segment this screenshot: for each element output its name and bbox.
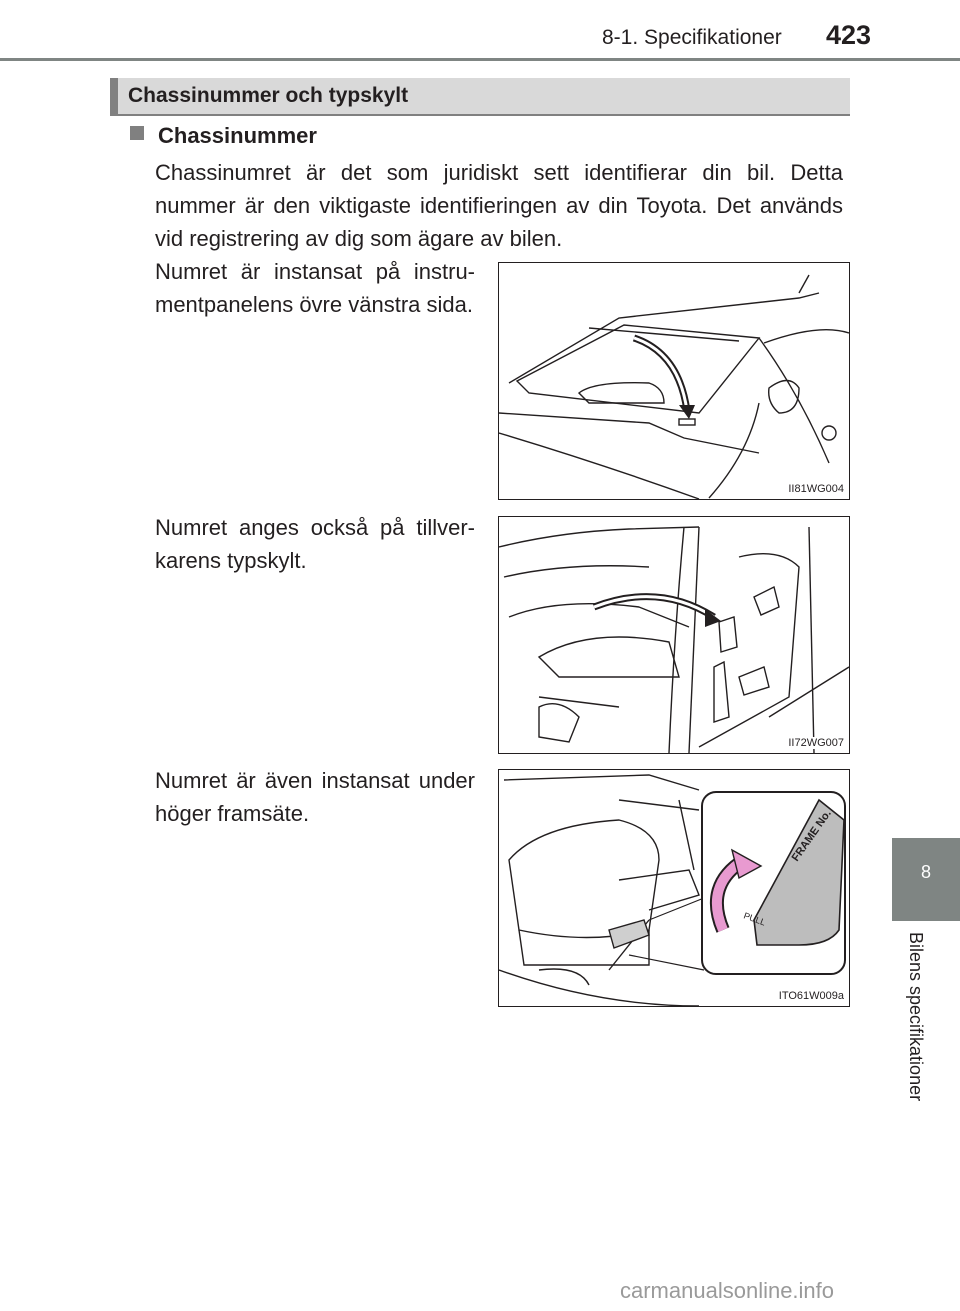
body-paragraph: Chassinumret är det som juridiskt sett identifierar din bil. Detta nummer är den viktigaste identifieringen av din Toyota. Det används vid registrering av dig som ägare av bilen. (155, 160, 843, 251)
front-seat-illustration (499, 770, 849, 1006)
chapter-tab-label: Bilens specifikationer (906, 932, 926, 1102)
figure-door-pillar (498, 516, 850, 754)
figure-dashboard (498, 262, 850, 500)
figure-code-1: II81WG004 (788, 483, 844, 495)
bullet-square-icon (130, 126, 144, 140)
chapter-tab-number: 8 (920, 862, 931, 882)
figure-code-3: ITO61W009a (778, 990, 844, 1002)
pull-label: PULL (742, 910, 767, 928)
watermark: carmanualsonline.info (620, 1278, 835, 1303)
door-pillar-illustration (499, 517, 849, 753)
frame-no-label: FRAME No. (789, 807, 834, 864)
subsection-heading: Chassinummer (158, 123, 317, 148)
item-text-1: Numret är instansat på instru-mentpanelens övre vänstra sida. (155, 259, 475, 317)
figure-code-2: II72WG007 (788, 737, 844, 749)
item-text-3: Numret är även instansat under höger framsäte. (155, 768, 475, 826)
dashboard-illustration (499, 263, 849, 499)
header-rule (0, 58, 960, 61)
section-heading-accent (110, 78, 118, 114)
figure-front-seat (498, 769, 850, 1007)
page-number: 423 (826, 20, 872, 50)
header-title: 8-1. Specifikationer (602, 26, 782, 49)
section-title: Chassinummer och typskylt (128, 84, 409, 107)
item-text-2: Numret anges också på tillver-karens typskylt. (155, 515, 475, 573)
